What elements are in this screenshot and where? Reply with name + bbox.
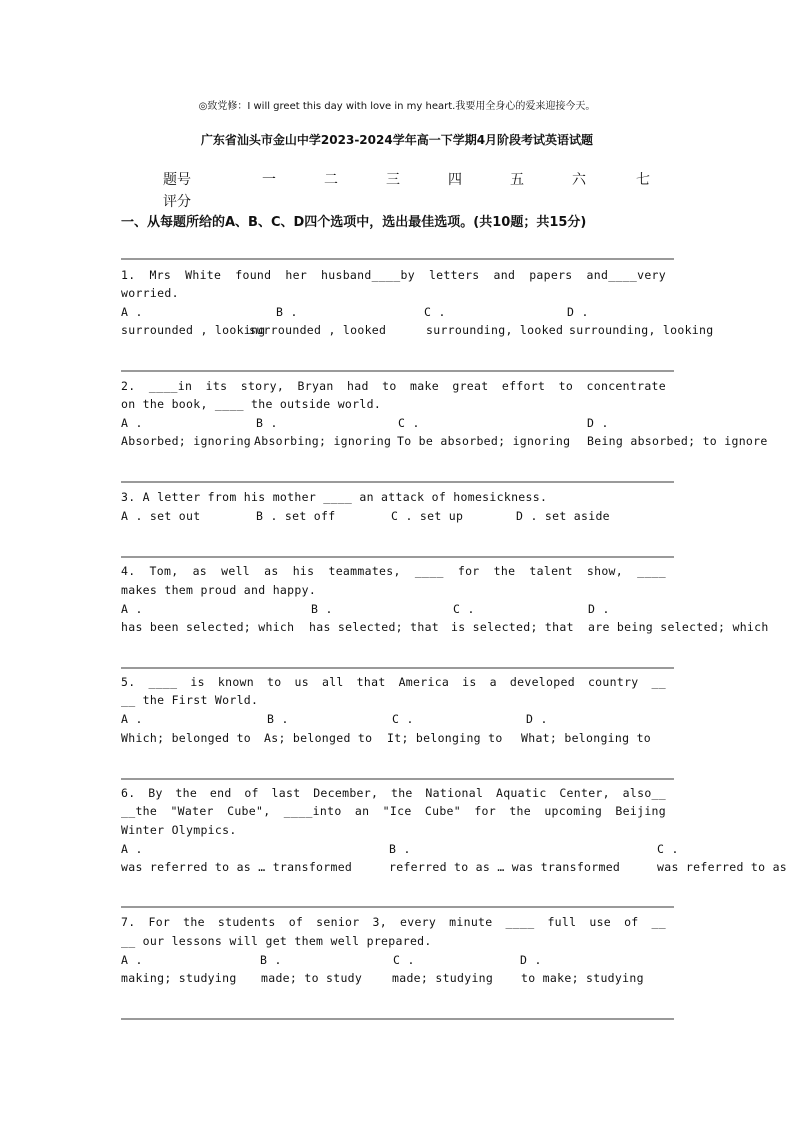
option-text[interactable]: surrounding, looking: [569, 323, 714, 337]
question-text: 1. Mrs White found her husband____by letters and papers and____very: [121, 268, 666, 282]
option-text[interactable]: surrounding, looked: [426, 323, 564, 337]
option-text[interactable]: A . set out: [121, 509, 201, 523]
option-text[interactable]: It; belonging to: [387, 731, 503, 745]
divider: [121, 667, 674, 669]
option-text[interactable]: was referred to as … transformed: [121, 860, 353, 874]
question-text: 6. By the end of last December, the National Aquatic Center, also__: [121, 786, 666, 800]
option-text[interactable]: surrounded , looking: [121, 323, 266, 337]
option-text[interactable]: is selected; that: [451, 620, 574, 634]
option-text[interactable]: was referred to as: [657, 860, 788, 874]
question-text: 2. ____in its story, Bryan had to make great effort to concentrate: [121, 379, 666, 393]
option-letter: C .: [398, 416, 420, 430]
option-letter: B .: [267, 712, 289, 726]
option-letter: D .: [587, 416, 609, 430]
option-text[interactable]: made; studying: [392, 971, 494, 985]
option-text[interactable]: To be absorbed; ignoring: [397, 434, 571, 448]
option-letter: C .: [392, 712, 414, 726]
option-text[interactable]: C . set up: [391, 509, 464, 523]
option-text[interactable]: B . set off: [256, 509, 336, 523]
divider: [121, 481, 674, 483]
option-letter: B .: [256, 416, 278, 430]
option-letter: B .: [311, 602, 333, 616]
question-text: 4. Tom, as well as his teammates, ____ for the talent show, ____: [121, 564, 666, 578]
question-text: Winter Olympics.: [121, 823, 237, 837]
question-text: __ our lessons will get them well prepared.: [121, 934, 432, 948]
question-text: 3. A letter from his mother ____ an attack of homesickness.: [121, 490, 548, 504]
option-letter: A .: [121, 416, 143, 430]
question-text: 5. ____ is known to us all that America is a developed country __: [121, 675, 666, 689]
option-text[interactable]: Absorbed; ignoring: [121, 434, 252, 448]
option-text[interactable]: has been selected; which: [121, 620, 295, 634]
score-row-label: 评分: [163, 194, 191, 210]
option-text[interactable]: has selected; that: [309, 620, 440, 634]
divider: [121, 556, 674, 558]
score-col: 一: [262, 172, 276, 188]
option-text[interactable]: are being selected; which: [588, 620, 769, 634]
divider: [121, 1018, 674, 1020]
option-letter: D .: [520, 953, 542, 967]
option-text[interactable]: Being absorbed; to ignore: [587, 434, 768, 448]
score-col: 二: [324, 172, 338, 188]
question-text: 7. For the students of senior 3, every minute ____ full use of __: [121, 915, 666, 929]
option-letter: C .: [453, 602, 475, 616]
option-letter: A .: [121, 305, 143, 319]
question-text: __the "Water Cube", ____into an "Ice Cube" for the upcoming Beijing: [121, 804, 666, 818]
score-col: 七: [636, 172, 650, 188]
divider: [121, 778, 674, 780]
option-text[interactable]: Which; belonged to: [121, 731, 252, 745]
score-row-label: 题号: [163, 172, 191, 188]
option-letter: C .: [393, 953, 415, 967]
option-text[interactable]: surrounded , looked: [249, 323, 387, 337]
option-letter: D .: [567, 305, 589, 319]
question-text: makes them proud and happy.: [121, 583, 317, 597]
option-letter: A .: [121, 602, 143, 616]
divider: [121, 258, 674, 260]
option-letter: B .: [389, 842, 411, 856]
option-text[interactable]: making; studying: [121, 971, 237, 985]
option-letter: D .: [588, 602, 610, 616]
option-text[interactable]: As; belonged to: [264, 731, 373, 745]
option-letter: A .: [121, 842, 143, 856]
divider: [121, 906, 674, 908]
option-text[interactable]: Absorbing; ignoring: [254, 434, 392, 448]
score-col: 六: [572, 172, 586, 188]
option-text[interactable]: made; to study: [261, 971, 363, 985]
page-title: 广东省汕头市金山中学2023-2024学年高一下学期4月阶段考试英语试题: [200, 133, 594, 147]
question-text: __ the First World.: [121, 693, 259, 707]
score-col: 五: [510, 172, 524, 188]
question-text: on the book, ____ the outside world.: [121, 397, 382, 411]
motto: ◎致党修：I will greet this day with love in my heart.我要用全身心的爱来迎接今天。: [198, 101, 596, 112]
option-text[interactable]: What; belonging to: [521, 731, 652, 745]
option-letter: A .: [121, 953, 143, 967]
option-letter: C .: [424, 305, 446, 319]
score-col: 四: [448, 172, 462, 188]
option-text[interactable]: referred to as … was transformed: [389, 860, 621, 874]
divider: [121, 370, 674, 372]
question-text: worried.: [121, 286, 179, 300]
option-text[interactable]: D . set aside: [516, 509, 610, 523]
option-letter: C .: [657, 842, 679, 856]
option-letter: D .: [526, 712, 548, 726]
option-text[interactable]: to make; studying: [521, 971, 644, 985]
score-col: 三: [386, 172, 400, 188]
option-letter: B .: [260, 953, 282, 967]
option-letter: B .: [276, 305, 298, 319]
section-heading: 一、从每题所给的A、B、C、D四个选项中，选出最佳选项。(共10题；共15分): [121, 215, 587, 230]
option-letter: A .: [121, 712, 143, 726]
